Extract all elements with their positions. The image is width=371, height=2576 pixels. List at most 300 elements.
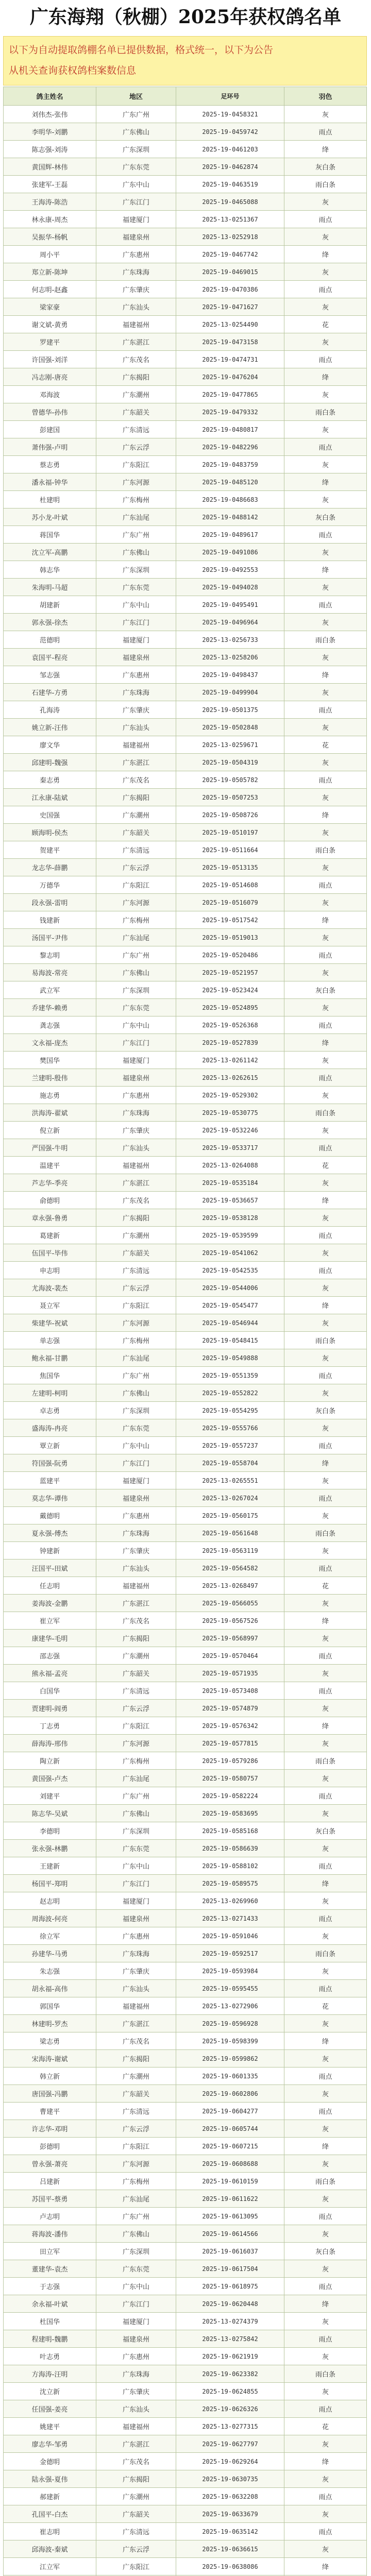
cell-region: 广东惠州 — [96, 666, 176, 684]
table-row — [4, 631, 367, 649]
cell-color: 灰 — [284, 2470, 367, 2488]
cell-color: 灰 — [284, 684, 367, 701]
table-row — [4, 1612, 367, 1630]
cell-color: 雨点 — [284, 211, 367, 228]
table-row — [4, 2435, 367, 2453]
cell-region: 广东深圳 — [96, 1822, 176, 1840]
cell-owner: 秦志勇 — [4, 771, 96, 789]
cell-owner: 冯志刚-唐亮 — [4, 368, 96, 386]
table-row — [4, 1927, 367, 1945]
cell-region: 广东佛山 — [96, 1805, 176, 1822]
cell-color: 灰 — [284, 2120, 367, 2138]
cell-ring-number: 2025-19-0624855 — [176, 2383, 284, 2400]
cell-ring-number: 2025-19-0521957 — [176, 964, 284, 981]
cell-ring-number: 2025-19-0593984 — [176, 1962, 284, 1980]
table-row — [4, 2103, 367, 2120]
cell-ring-number: 2025-19-0577815 — [176, 1735, 284, 1752]
cell-ring-number: 2025-19-0566055 — [176, 1595, 284, 1612]
cell-color: 灰 — [284, 228, 367, 246]
cell-owner: 许志华-邓明 — [4, 2120, 96, 2138]
table-row — [4, 2208, 367, 2225]
cell-ring-number: 2025-19-0551359 — [176, 1367, 284, 1384]
table-row — [4, 2085, 367, 2103]
cell-owner: 樊国华 — [4, 1052, 96, 1069]
cell-color: 花 — [284, 316, 367, 333]
cell-color: 灰白条 — [284, 509, 367, 526]
cell-color: 绛 — [284, 1875, 367, 1892]
cell-color: 雨点 — [284, 1139, 367, 1157]
cell-color: 灰 — [284, 1542, 367, 1560]
cell-region: 福建福州 — [96, 1157, 176, 1174]
table-row — [4, 211, 367, 228]
cell-ring-number: 2025-13-0264088 — [176, 1157, 284, 1174]
cell-color: 灰 — [284, 1472, 367, 1489]
cell-owner: 薛海涛-邢伟 — [4, 1735, 96, 1752]
cell-color: 灰 — [284, 1892, 367, 1910]
cell-color: 灰 — [284, 2015, 367, 2032]
table-row — [4, 1700, 367, 1717]
cell-color: 灰 — [284, 1770, 367, 1787]
cell-color: 雨点 — [284, 946, 367, 964]
table-row — [4, 491, 367, 509]
cell-ring-number: 2025-19-0480817 — [176, 421, 284, 438]
table-row — [4, 1542, 367, 1560]
cell-region: 广东韶关 — [96, 1244, 176, 1262]
cell-owner: 邱海波-秦斌 — [4, 2540, 96, 2558]
cell-region: 广东梅州 — [96, 491, 176, 509]
table-row — [4, 1192, 367, 1209]
cell-owner: 梁家豪 — [4, 298, 96, 316]
cell-color: 雨点 — [284, 1857, 367, 1875]
cell-region: 广东云浮 — [96, 1279, 176, 1297]
cell-color: 灰 — [284, 1279, 367, 1297]
cell-ring-number: 2025-19-0574879 — [176, 1700, 284, 1717]
cell-region: 广东清远 — [96, 2103, 176, 2120]
cell-owner: 孔海涛 — [4, 701, 96, 719]
table-row — [4, 316, 367, 333]
table-row — [4, 1122, 367, 1139]
cell-color: 绛 — [284, 2032, 367, 2050]
cell-ring-number: 2025-13-0261142 — [176, 1052, 284, 1069]
cell-ring-number: 2025-19-0627797 — [176, 2435, 284, 2453]
cell-region: 广东东莞 — [96, 999, 176, 1016]
table-row — [4, 2278, 367, 2295]
cell-ring-number: 2025-13-0277315 — [176, 2418, 284, 2435]
cell-region: 广东广州 — [96, 106, 176, 123]
table-row — [4, 2488, 367, 2505]
cell-color: 绛 — [284, 1297, 367, 1314]
cell-ring-number: 2025-19-0505782 — [176, 771, 284, 789]
page-title: 广东海翔（秋棚）2025年获权鸽名单 — [29, 6, 342, 28]
cell-owner: 江永康-陆斌 — [4, 789, 96, 806]
table-row — [4, 106, 367, 123]
cell-ring-number: 2025-19-0568997 — [176, 1630, 284, 1647]
cell-region: 广东汕尾 — [96, 509, 176, 526]
cell-color: 雨点 — [284, 2103, 367, 2120]
cell-owner: 陈志华-吴斌 — [4, 1805, 96, 1822]
cell-ring-number: 2025-19-0626326 — [176, 2400, 284, 2418]
cell-region: 广东茂名 — [96, 1192, 176, 1209]
cell-ring-number: 2025-13-0275842 — [176, 2330, 284, 2348]
cell-ring-number: 2025-19-0592517 — [176, 1945, 284, 1962]
cell-region: 广东中山 — [96, 176, 176, 193]
cell-owner: 江立军 — [4, 2558, 96, 2575]
cell-ring-number: 2025-19-0589575 — [176, 1875, 284, 1892]
cell-region: 广东珠海 — [96, 684, 176, 701]
table-row — [4, 438, 367, 456]
cell-owner: 陈志强-刘涛 — [4, 141, 96, 158]
cell-owner: 武立军 — [4, 981, 96, 999]
cell-region: 广东珠海 — [96, 263, 176, 281]
cell-color: 灰 — [284, 1314, 367, 1332]
cell-ring-number: 2025-19-0604277 — [176, 2103, 284, 2120]
cell-region: 广东阳江 — [96, 876, 176, 894]
table-row — [4, 2418, 367, 2435]
cell-region: 广东清远 — [96, 421, 176, 438]
cell-region: 广东深圳 — [96, 141, 176, 158]
cell-ring-number: 2025-19-0467742 — [176, 246, 284, 263]
cell-color: 绛 — [284, 1192, 367, 1209]
table-row — [4, 719, 367, 736]
cell-owner: 白国华 — [4, 1682, 96, 1700]
cell-owner: 何志明-赵鑫 — [4, 281, 96, 298]
cell-color: 灰 — [284, 999, 367, 1016]
cell-ring-number: 2025-19-0474731 — [176, 351, 284, 368]
cell-color: 雨点 — [284, 2400, 367, 2418]
cell-owner: 贺建平 — [4, 841, 96, 859]
cell-owner: 董建华-袁杰 — [4, 2260, 96, 2278]
cell-owner: 苏小龙-叶斌 — [4, 509, 96, 526]
cell-owner: 陆永强-夏伟 — [4, 2470, 96, 2488]
cell-color: 雨点 — [284, 1227, 367, 1244]
cell-region: 福建厦门 — [96, 631, 176, 649]
cell-owner: 范德明 — [4, 631, 96, 649]
cell-ring-number: 2025-19-0544006 — [176, 1279, 284, 1297]
cell-color: 灰 — [284, 106, 367, 123]
cell-region: 福建厦门 — [96, 1052, 176, 1069]
cell-color: 雨点 — [284, 2067, 367, 2085]
cell-region: 广东阳江 — [96, 1297, 176, 1314]
cell-owner: 张永强-林鹏 — [4, 1840, 96, 1857]
cell-region: 广东中山 — [96, 596, 176, 614]
cell-region: 广东东莞 — [96, 1840, 176, 1857]
cell-region: 广东河源 — [96, 894, 176, 911]
cell-owner: 廖志华-邹勇 — [4, 2435, 96, 2453]
table-row — [4, 1524, 367, 1542]
table-row — [4, 509, 367, 526]
cell-region: 广东云浮 — [96, 438, 176, 456]
cell-ring-number: 2025-19-0526368 — [176, 1016, 284, 1034]
cell-region: 广东阳江 — [96, 456, 176, 473]
cell-owner: 康建华-毛明 — [4, 1630, 96, 1647]
cell-region: 广东佛山 — [96, 1384, 176, 1402]
cell-color: 雨白条 — [284, 1104, 367, 1122]
cell-region: 广东中山 — [96, 2278, 176, 2295]
cell-owner: 申志明 — [4, 1262, 96, 1279]
cell-region: 广东揭阳 — [96, 1630, 176, 1647]
cell-region: 广东阳江 — [96, 2138, 176, 2155]
notice-line-1: 以下为自动提取鸽棚名单已提供数据，格式统一，以下为公告 — [9, 44, 274, 56]
cell-region: 广东惠州 — [96, 246, 176, 263]
cell-color: 灰 — [284, 1927, 367, 1945]
cell-region: 广东肇庆 — [96, 1542, 176, 1560]
cell-color: 绛 — [284, 1034, 367, 1052]
cell-region: 广东茂名 — [96, 2453, 176, 2470]
cell-color: 灰 — [284, 193, 367, 211]
cell-ring-number: 2025-19-0623382 — [176, 2365, 284, 2383]
cell-color: 灰 — [284, 2190, 367, 2208]
cell-color: 雨白条 — [284, 841, 367, 859]
cell-region: 广东肇庆 — [96, 701, 176, 719]
cell-owner: 邹志强 — [4, 666, 96, 684]
cell-color: 灰 — [284, 2260, 367, 2278]
cell-ring-number: 2025-19-0514608 — [176, 876, 284, 894]
cell-region: 广东韶关 — [96, 403, 176, 421]
cell-ring-number: 2025-19-0462874 — [176, 158, 284, 176]
cell-region: 广东揭阳 — [96, 2050, 176, 2067]
cell-ring-number: 2025-19-0473158 — [176, 333, 284, 351]
cell-region: 广东潮州 — [96, 1227, 176, 1244]
cell-region: 福建泉州 — [96, 1910, 176, 1927]
cell-owner: 戴德明 — [4, 1507, 96, 1524]
cell-owner: 施志勇 — [4, 1087, 96, 1104]
cell-ring-number: 2025-19-0558704 — [176, 1454, 284, 1472]
cell-ring-number: 2025-19-0588102 — [176, 1857, 284, 1875]
cell-owner: 柴建华-祝斌 — [4, 1314, 96, 1332]
cell-owner: 邓海波 — [4, 386, 96, 403]
table-row — [4, 1910, 367, 1927]
cell-ring-number: 2025-19-0495491 — [176, 596, 284, 614]
table-row — [4, 2330, 367, 2348]
cell-owner: 钱建新 — [4, 911, 96, 929]
table-row — [4, 2365, 367, 2383]
cell-owner: 姚立新-汪伟 — [4, 719, 96, 736]
notice-box — [3, 36, 367, 86]
cell-region: 广东江门 — [96, 614, 176, 631]
cell-color: 雨白条 — [284, 1752, 367, 1770]
cell-ring-number: 2025-19-0620448 — [176, 2295, 284, 2313]
cell-color: 灰 — [284, 1595, 367, 1612]
table-row — [4, 2173, 367, 2190]
cell-owner: 梁志勇 — [4, 2032, 96, 2050]
cell-region: 广东汕尾 — [96, 2190, 176, 2208]
cell-region: 广东揭阳 — [96, 368, 176, 386]
cell-owner: 钟建新 — [4, 1542, 96, 1560]
table-row — [4, 1770, 367, 1787]
cell-region: 广东中山 — [96, 1857, 176, 1875]
table-row — [4, 544, 367, 561]
table-row — [4, 999, 367, 1016]
cell-ring-number: 2025-13-0269960 — [176, 1892, 284, 1910]
cell-ring-number: 2025-19-0636615 — [176, 2540, 284, 2558]
cell-color: 灰 — [284, 824, 367, 841]
table-row — [4, 176, 367, 193]
cell-color: 绛 — [284, 1717, 367, 1735]
cell-ring-number: 2025-13-0258206 — [176, 649, 284, 666]
cell-ring-number: 2025-19-0471627 — [176, 298, 284, 316]
cell-ring-number: 2025-19-0614566 — [176, 2225, 284, 2243]
table-row — [4, 1402, 367, 1419]
cell-owner: 熊永福-孟亮 — [4, 1665, 96, 1682]
cell-color: 雨点 — [284, 1787, 367, 1805]
cell-region: 广东广州 — [96, 526, 176, 544]
cell-color: 灰白条 — [284, 158, 367, 176]
cell-ring-number: 2025-19-0633679 — [176, 2505, 284, 2523]
cell-ring-number: 2025-19-0607215 — [176, 2138, 284, 2155]
cell-ring-number: 2025-19-0618975 — [176, 2278, 284, 2295]
cell-ring-number: 2025-19-0530775 — [176, 1104, 284, 1122]
cell-owner: 苏国平-蔡勇 — [4, 2190, 96, 2208]
cell-region: 广东广州 — [96, 1367, 176, 1384]
cell-color: 灰 — [284, 894, 367, 911]
cell-owner: 郭国华 — [4, 1997, 96, 2015]
table-row — [4, 2558, 367, 2575]
cell-owner: 王海涛-陈浩 — [4, 193, 96, 211]
cell-color: 雨点 — [284, 701, 367, 719]
cell-owner: 崔立军 — [4, 1612, 96, 1630]
cell-owner: 黎志明 — [4, 946, 96, 964]
cell-owner: 许国强-刘洋 — [4, 351, 96, 368]
cell-region: 广东梅州 — [96, 911, 176, 929]
cell-ring-number: 2025-19-0579286 — [176, 1752, 284, 1770]
cell-ring-number: 2025-19-0496964 — [176, 614, 284, 631]
cell-owner: 汪国平-田斌 — [4, 1560, 96, 1577]
table-row — [4, 1857, 367, 1875]
cell-ring-number: 2025-19-0576342 — [176, 1717, 284, 1735]
cell-ring-number: 2025-19-0504319 — [176, 754, 284, 771]
cell-color: 灰 — [284, 1665, 367, 1682]
cell-color: 灰 — [284, 2085, 367, 2103]
cell-owner: 万德华 — [4, 876, 96, 894]
cell-color: 雨点 — [284, 2208, 367, 2225]
cell-ring-number: 2025-19-0501375 — [176, 701, 284, 719]
cell-ring-number: 2025-19-0520486 — [176, 946, 284, 964]
cell-color: 花 — [284, 1577, 367, 1595]
cell-color: 雨点 — [284, 1682, 367, 1700]
table-row — [4, 2032, 367, 2050]
cell-owner: 朱海明-马超 — [4, 579, 96, 596]
table-row — [4, 2120, 367, 2138]
cell-color: 花 — [284, 2418, 367, 2435]
cell-color: 雨点 — [284, 1367, 367, 1384]
cell-owner: 孙建华-马勇 — [4, 1945, 96, 1962]
cell-owner: 杜国华 — [4, 2313, 96, 2330]
table-row — [4, 1279, 367, 1297]
cell-color: 雨白条 — [284, 2365, 367, 2383]
cell-owner: 蒋海波-潘伟 — [4, 2225, 96, 2243]
cell-ring-number: 2025-19-0548415 — [176, 1332, 284, 1349]
cell-ring-number: 2025-19-0523424 — [176, 981, 284, 999]
cell-ring-number: 2025-19-0539599 — [176, 1227, 284, 1244]
cell-region: 广东广州 — [96, 1787, 176, 1805]
cell-ring-number: 2025-19-0491086 — [176, 544, 284, 561]
cell-owner: 卢志明 — [4, 2208, 96, 2225]
cell-region: 广东肇庆 — [96, 281, 176, 298]
cell-region: 广东韶关 — [96, 1665, 176, 1682]
cell-ring-number: 2025-19-0583695 — [176, 1805, 284, 1822]
cell-region: 广东东莞 — [96, 2260, 176, 2278]
cell-owner: 崔志明 — [4, 2523, 96, 2540]
cell-ring-number: 2025-19-0482296 — [176, 438, 284, 456]
table-row — [4, 1489, 367, 1507]
cell-owner: 符国强-阮勇 — [4, 1454, 96, 1472]
cell-region: 广东珠海 — [96, 1945, 176, 1962]
cell-color: 雨点 — [284, 2278, 367, 2295]
table-row — [4, 806, 367, 824]
cell-region: 广东广州 — [96, 2208, 176, 2225]
cell-ring-number: 2025-19-0616037 — [176, 2243, 284, 2260]
cell-color: 灰白条 — [284, 1822, 367, 1840]
cell-owner: 吴振华-杨帆 — [4, 228, 96, 246]
cell-ring-number: 2025-19-0489617 — [176, 526, 284, 544]
cell-color: 雨白条 — [284, 176, 367, 193]
cell-ring-number: 2025-19-0513135 — [176, 859, 284, 876]
cell-color: 灰白条 — [284, 981, 367, 999]
cell-color: 灰 — [284, 1962, 367, 1980]
cell-color: 灰 — [284, 859, 367, 876]
cell-owner: 蓝建平 — [4, 1472, 96, 1489]
cell-color: 灰 — [284, 1507, 367, 1524]
cell-color: 灰 — [284, 1174, 367, 1192]
table-row — [4, 473, 367, 491]
cell-ring-number: 2025-13-0272906 — [176, 1997, 284, 2015]
cell-owner: 林永康-周杰 — [4, 211, 96, 228]
cell-owner: 曾德华-孙伟 — [4, 403, 96, 421]
table-row — [4, 526, 367, 544]
table-row — [4, 141, 367, 158]
cell-color: 灰 — [284, 1349, 367, 1367]
cell-ring-number: 2025-19-0486683 — [176, 491, 284, 509]
cell-region: 广东河源 — [96, 1735, 176, 1752]
table-row — [4, 1805, 367, 1822]
table-row — [4, 1647, 367, 1665]
table-row — [4, 1227, 367, 1244]
notice-line-2: 从机关查询获权鸽档案数信息 — [9, 65, 137, 76]
cell-region: 福建泉州 — [96, 2330, 176, 2348]
cell-owner: 胡永福-高伟 — [4, 1980, 96, 1997]
table-row — [4, 964, 367, 981]
cell-color: 灰 — [284, 1805, 367, 1822]
cell-color: 绛 — [284, 911, 367, 929]
cell-region: 福建厦门 — [96, 2313, 176, 2330]
cell-color: 灰 — [284, 1419, 367, 1437]
cell-ring-number: 2025-19-0601335 — [176, 2067, 284, 2085]
cell-ring-number: 2025-19-0510197 — [176, 824, 284, 841]
cell-owner: 焦国华 — [4, 1367, 96, 1384]
cell-region: 福建福州 — [96, 1577, 176, 1595]
cell-owner: 余永福-叶斌 — [4, 2295, 96, 2313]
cell-region: 广东江门 — [96, 2295, 176, 2313]
cell-region: 广东揭阳 — [96, 789, 176, 806]
table-row — [4, 298, 367, 316]
cell-owner: 左建明-柯明 — [4, 1384, 96, 1402]
cell-color: 绛 — [284, 2558, 367, 2575]
cell-color: 灰 — [284, 964, 367, 981]
cell-ring-number: 2025-19-0488142 — [176, 509, 284, 526]
cell-color: 雨白条 — [284, 631, 367, 649]
cell-region: 广东广州 — [96, 946, 176, 964]
cell-ring-number: 2025-19-0511664 — [176, 841, 284, 859]
cell-owner: 萧伟强-卢明 — [4, 438, 96, 456]
cell-region: 广东深圳 — [96, 1402, 176, 1419]
cell-color: 灰 — [284, 2225, 367, 2243]
cell-ring-number: 2025-19-0463519 — [176, 176, 284, 193]
cell-color: 雨点 — [284, 2523, 367, 2540]
cell-region: 广东江门 — [96, 193, 176, 211]
cell-region: 广东汕头 — [96, 1980, 176, 1997]
table-row — [4, 1892, 367, 1910]
cell-color: 灰 — [284, 263, 367, 281]
